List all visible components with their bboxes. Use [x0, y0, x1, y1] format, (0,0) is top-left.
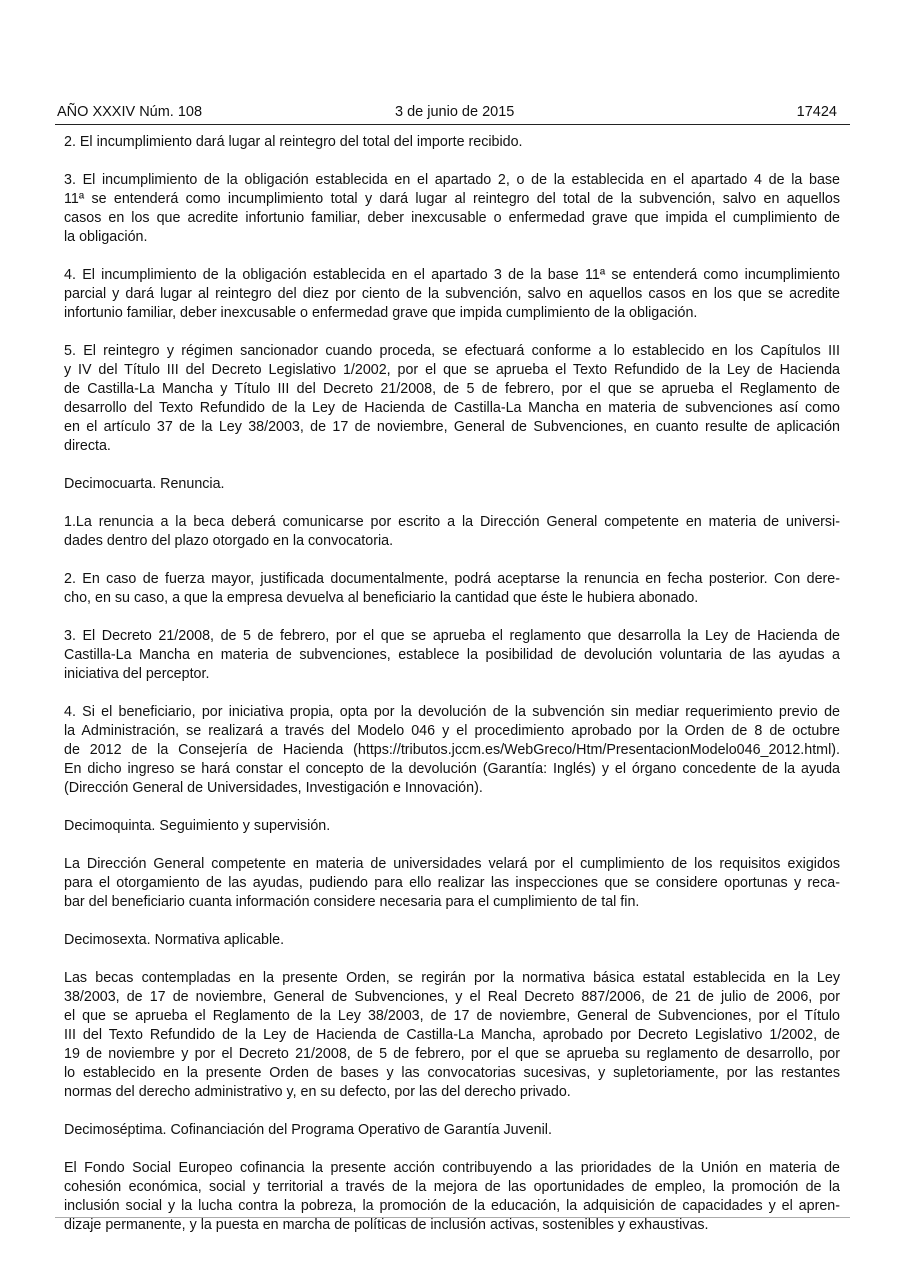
paragraph [64, 1159, 840, 1235]
text-line: inclusión social y la lucha contra la pobreza, la promoción de la educación, la adquisición de capacidades y el apren- [64, 1198, 840, 1214]
text-line: 38/2003, de 17 de noviembre, General de Subvenciones, y el Real Decreto 887/2006, de 21 de julio de 2006, por [64, 989, 840, 1005]
paragraph [64, 855, 840, 912]
text-line: 3. El Decreto 21/2008, de 5 de febrero, por el que se aprueba el reglamento que desarrolla la Ley de Hacienda de [64, 628, 840, 644]
paragraph [64, 171, 840, 247]
section-heading [64, 817, 840, 836]
text-line: normas del derecho administrativo y, en su defecto, por las del derecho privado. [64, 1084, 571, 1100]
text-line: parcial y dará lugar al reintegro del diez por ciento de la subvención, salvo en aquellos casos en los que se acredite [64, 286, 840, 302]
text-line: III del Texto Refundido de la Ley de Hacienda de Castilla-La Mancha, aprobado por Decreto Legislativo 1/2002, de [64, 1027, 840, 1043]
paragraph [64, 703, 840, 798]
text-line: Decimoquinta. Seguimiento y supervisión. [64, 818, 331, 834]
text-line: dizaje permanente, y la puesta en marcha de políticas de inclusión activas, sostenibles y exhaustivas. [64, 1217, 709, 1233]
text-line: de 2012 de la Consejería de Hacienda (https://tributos.jccm.es/WebGreco/Htm/PresentacionModelo046_2012.html). [64, 742, 840, 758]
issue-number: AÑO XXXIV Núm. 108 [57, 104, 203, 120]
text-line: En dicho ingreso se hará constar el concepto de la devolución (Garantía: Inglés) y el órgano concedente de la ayuda [64, 761, 840, 777]
text-line: de Castilla-La Mancha y Título III del Decreto 21/2008, de 5 de febrero, por el que se aprueba el Reglamento de [64, 381, 840, 397]
paragraph [64, 342, 840, 456]
text-line: Decimocuarta. Renuncia. [64, 476, 225, 492]
text-line: lo establecido en la presente Orden de bases y las convocatorias sucesivas, y supletoriamente, por las restantes [64, 1065, 840, 1081]
text-line: 11ª se entenderá como incumplimiento total y dará lugar al reintegro del total de la subvención, salvo en aquellos [64, 191, 840, 207]
document-body [64, 133, 840, 1254]
text-line: La Dirección General competente en materia de universidades velará por el cumplimiento de los requisitos exigidos [64, 856, 840, 872]
text-line: para el otorgamiento de las ayudas, pudiendo para ello realizar las inspecciones que se considere oportunas y reca- [64, 875, 840, 891]
text-line: 2. En caso de fuerza mayor, justificada documentalmente, podrá aceptarse la renuncia en fecha posterior. Con dere- [64, 571, 840, 587]
text-line: iniciativa del perceptor. [64, 666, 210, 682]
text-line: 4. El incumplimiento de la obligación establecida en el apartado 3 de la base 11ª se entenderá como incumplimiento [64, 267, 840, 283]
paragraph [64, 627, 840, 684]
text-line: dades dentro del plazo otorgado en la convocatoria. [64, 533, 394, 549]
text-line: Castilla-La Mancha en materia de subvenciones, establece la posibilidad de devolución voluntaria de las ayudas a [64, 647, 840, 663]
text-line: (Dirección General de Universidades, Investigación e Innovación). [64, 780, 483, 796]
paragraph [64, 513, 840, 551]
section-heading [64, 1121, 840, 1140]
text-line: bar del beneficiario cuanta información considere necesaria para el cumplimiento de tal fin. [64, 894, 640, 910]
text-line: y IV del Título III del Decreto Legislativo 1/2002, por el que se aprueba el Texto Refundido de la Ley de Hacienda [64, 362, 840, 378]
text-line: 2. El incumplimiento dará lugar al reintegro del total del importe recibido. [64, 134, 523, 150]
publication-date: 3 de junio de 2015 [395, 104, 515, 120]
text-line: 3. El incumplimiento de la obligación establecida en el apartado 2, o de la establecida en el apartado 4 de la base [64, 172, 840, 188]
page-number: 17424 [796, 104, 837, 120]
text-line: en el artículo 37 de la Ley 38/2003, de 17 de noviembre, General de Subvenciones, en cuanto resulte de aplicación [64, 419, 840, 435]
footer-rule [55, 1217, 850, 1218]
text-line: la obligación. [64, 229, 148, 245]
text-line: 5. El reintegro y régimen sancionador cuando proceda, se efectuará conforme a lo establecido en los Capítulos III [64, 343, 840, 359]
text-line: El Fondo Social Europeo cofinancia la presente acción contribuyendo a las prioridades de la Unión en materia de [64, 1160, 840, 1176]
text-line: la Administración, se realizará a través del Modelo 046 y el procedimiento aprobado por la Orden de 8 de octubre [64, 723, 840, 739]
text-line: cho, en su caso, a que la empresa devuelva al beneficiario la cantidad que éste le hubiera abonado. [64, 590, 699, 606]
text-line: Decimosexta. Normativa aplicable. [64, 932, 285, 948]
paragraph [64, 570, 840, 608]
paragraph [64, 266, 840, 323]
section-heading [64, 931, 840, 950]
text-line: el que se aprueba el Reglamento de la Ley 38/2003, de 17 de noviembre, General de Subvenciones, por el Título [64, 1008, 840, 1024]
text-line: 4. Si el beneficiario, por iniciativa propia, opta por la devolución de la subvención sin mediar requerimiento previo de [64, 704, 840, 720]
section-heading [64, 475, 840, 494]
text-line: infortunio familiar, deber inexcusable o enfermedad grave que impida cumplimiento de la obligación. [64, 305, 698, 321]
text-line: desarrollo del Texto Refundido de la Ley de Hacienda de Castilla-La Mancha en materia de subvenciones así como [64, 400, 840, 416]
text-line: 1.La renuncia a la beca deberá comunicarse por escrito a la Dirección General competente en materia de universi- [64, 514, 840, 530]
text-line: directa. [64, 438, 111, 454]
text-line: Las becas contempladas en la presente Orden, se regirán por la normativa básica estatal establecida en la Ley [64, 970, 840, 986]
paragraph [64, 969, 840, 1102]
text-line: 19 de noviembre y por el Decreto 21/2008, de 5 de febrero, por el que se aprueba su reglamento de desarrollo, por [64, 1046, 840, 1062]
header-rule [55, 124, 850, 125]
text-line: cohesión económica, social y territorial a través de la mejora de las oportunidades de empleo, la promoción de la [64, 1179, 840, 1195]
text-line: casos en los que acredite infortunio familiar, deber inexcusable o enfermedad grave que impida el cumplimiento de [64, 210, 840, 226]
page-header [57, 104, 837, 122]
paragraph [64, 133, 840, 152]
text-line: Decimoséptima. Cofinanciación del Programa Operativo de Garantía Juvenil. [64, 1122, 552, 1138]
